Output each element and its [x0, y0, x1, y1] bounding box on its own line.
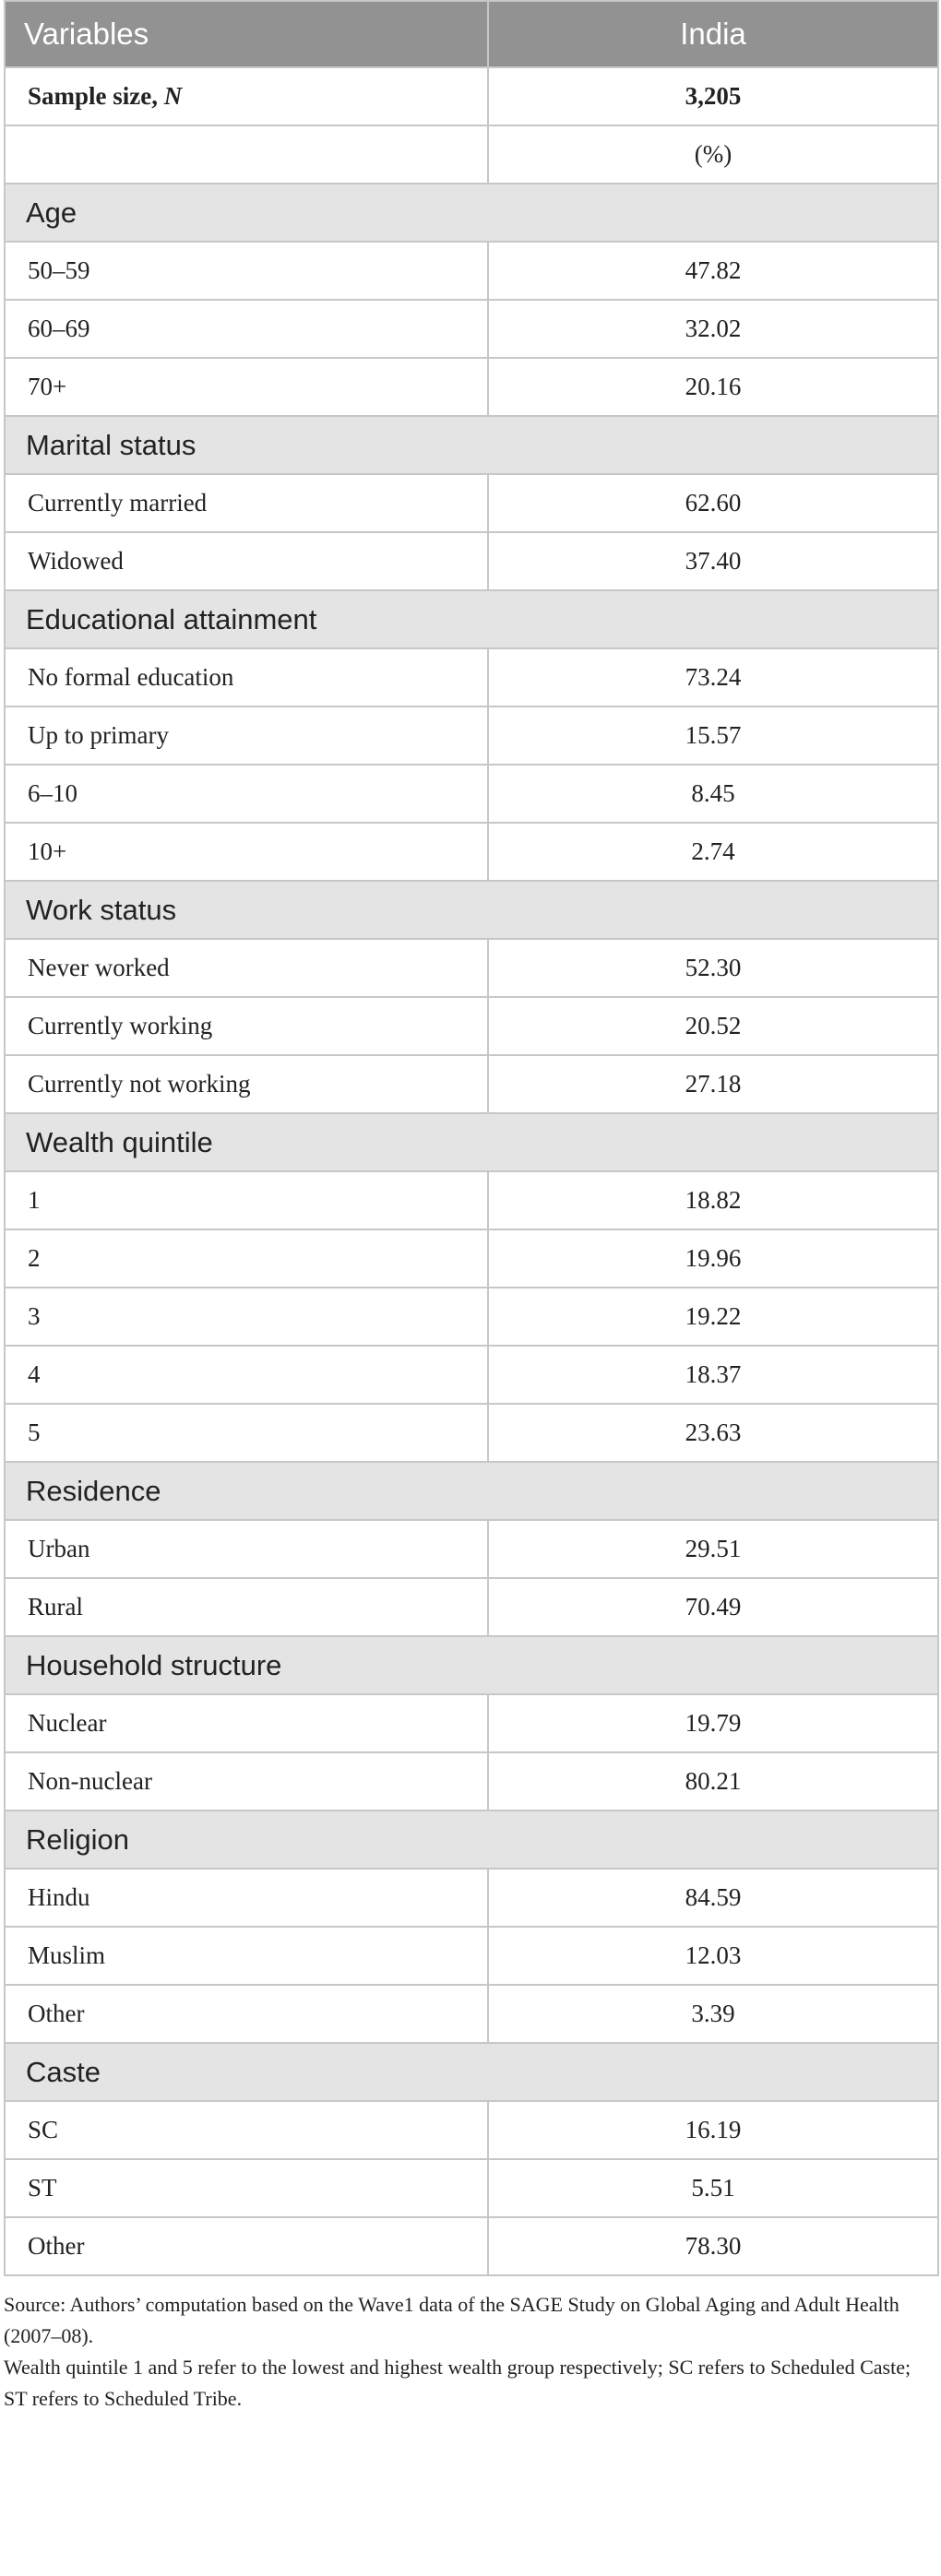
row-value: 18.37 [488, 1346, 938, 1404]
row-label: 4 [5, 1346, 488, 1404]
row-label: 10+ [5, 823, 488, 881]
table-row [5, 474, 938, 532]
table-row [5, 1694, 938, 1752]
row-label: 6–10 [5, 765, 488, 823]
table-body [5, 67, 938, 2275]
row-value: 32.02 [488, 300, 938, 358]
row-value: 15.57 [488, 706, 938, 765]
section-title: Caste [5, 2043, 938, 2101]
table-row [5, 300, 938, 358]
table-row [5, 1288, 938, 1346]
row-label: Currently not working [5, 1055, 488, 1113]
unit-row [5, 125, 938, 184]
table-row [5, 1404, 938, 1462]
row-value: 8.45 [488, 765, 938, 823]
row-label: Muslim [5, 1927, 488, 1985]
row-label: 2 [5, 1229, 488, 1288]
table-row [5, 706, 938, 765]
section-header-row [5, 881, 938, 939]
table-row [5, 2101, 938, 2159]
row-label: Other [5, 1985, 488, 2043]
section-title: Religion [5, 1810, 938, 1869]
row-value: 19.79 [488, 1694, 938, 1752]
table-row [5, 1346, 938, 1404]
row-value: 2.74 [488, 823, 938, 881]
table-row [5, 648, 938, 706]
row-label: Currently working [5, 997, 488, 1055]
header-row [5, 1, 938, 67]
row-value: 47.82 [488, 242, 938, 300]
section-header-row [5, 1113, 938, 1171]
table-header [5, 1, 938, 67]
sample-size-value: 3,205 [488, 67, 938, 125]
row-label: Up to primary [5, 706, 488, 765]
row-value: 5.51 [488, 2159, 938, 2217]
row-value: 37.40 [488, 532, 938, 590]
row-label: 3 [5, 1288, 488, 1346]
row-value: 3.39 [488, 1985, 938, 2043]
table-row [5, 532, 938, 590]
section-title: Marital status [5, 416, 938, 474]
row-value: 80.21 [488, 1752, 938, 1810]
table-row [5, 2159, 938, 2217]
unit-value: (%) [488, 125, 938, 184]
row-label: Non-nuclear [5, 1752, 488, 1810]
row-label: Other [5, 2217, 488, 2275]
table-row [5, 1171, 938, 1229]
row-label: Never worked [5, 939, 488, 997]
row-label: Widowed [5, 532, 488, 590]
row-value: 16.19 [488, 2101, 938, 2159]
table-row [5, 1229, 938, 1288]
section-title: Educational attainment [5, 590, 938, 648]
row-label: Urban [5, 1520, 488, 1578]
row-value: 20.52 [488, 997, 938, 1055]
table-row [5, 1927, 938, 1985]
section-header-row [5, 1636, 938, 1694]
table-row [5, 939, 938, 997]
section-header-row [5, 416, 938, 474]
section-title: Age [5, 184, 938, 242]
table-row [5, 1752, 938, 1810]
sample-size-row [5, 67, 938, 125]
row-value: 27.18 [488, 1055, 938, 1113]
section-header-row [5, 1462, 938, 1520]
row-label: Nuclear [5, 1694, 488, 1752]
section-title: Residence [5, 1462, 938, 1520]
section-header-row [5, 1810, 938, 1869]
row-label: Currently married [5, 474, 488, 532]
table-row [5, 1869, 938, 1927]
header-india: India [488, 1, 938, 67]
table-row [5, 997, 938, 1055]
row-value: 12.03 [488, 1927, 938, 1985]
row-label: SC [5, 2101, 488, 2159]
row-value: 70.49 [488, 1578, 938, 1636]
table-row [5, 1520, 938, 1578]
row-label: 60–69 [5, 300, 488, 358]
row-label: 1 [5, 1171, 488, 1229]
section-title: Household structure [5, 1636, 938, 1694]
row-label: ST [5, 2159, 488, 2217]
section-title: Wealth quintile [5, 1113, 938, 1171]
row-value: 20.16 [488, 358, 938, 416]
sample-size-label: Sample size, N [5, 67, 488, 125]
section-header-row [5, 590, 938, 648]
row-value: 23.63 [488, 1404, 938, 1462]
row-label: 70+ [5, 358, 488, 416]
unit-label [5, 125, 488, 184]
row-value: 84.59 [488, 1869, 938, 1927]
section-header-row [5, 184, 938, 242]
table-row [5, 242, 938, 300]
row-value: 29.51 [488, 1520, 938, 1578]
row-value: 52.30 [488, 939, 938, 997]
row-value: 18.82 [488, 1171, 938, 1229]
table-row [5, 1578, 938, 1636]
table-row [5, 1985, 938, 2043]
table-row [5, 765, 938, 823]
table-row [5, 2217, 938, 2275]
row-value: 19.96 [488, 1229, 938, 1288]
row-label: Rural [5, 1578, 488, 1636]
row-label: Hindu [5, 1869, 488, 1927]
table-row [5, 1055, 938, 1113]
section-header-row [5, 2043, 938, 2101]
source-note: Source: Authors’ computation based on the Wave1 data of the SAGE Study on Global Aging and Adult Health (2007–08). [4, 2293, 899, 2347]
row-value: 19.22 [488, 1288, 938, 1346]
row-value: 62.60 [488, 474, 938, 532]
footnote: Wealth quintile 1 and 5 refer to the lowest and highest wealth group respectively; SC refers to Scheduled Caste; ST refers to Scheduled Tribe. [4, 2356, 911, 2410]
section-title: Work status [5, 881, 938, 939]
data-table [4, 0, 939, 2276]
row-label: 50–59 [5, 242, 488, 300]
table-row [5, 358, 938, 416]
row-label: No formal education [5, 648, 488, 706]
header-variables: Variables [5, 1, 488, 67]
row-value: 73.24 [488, 648, 938, 706]
table-row [5, 823, 938, 881]
row-label: 5 [5, 1404, 488, 1462]
row-value: 78.30 [488, 2217, 938, 2275]
